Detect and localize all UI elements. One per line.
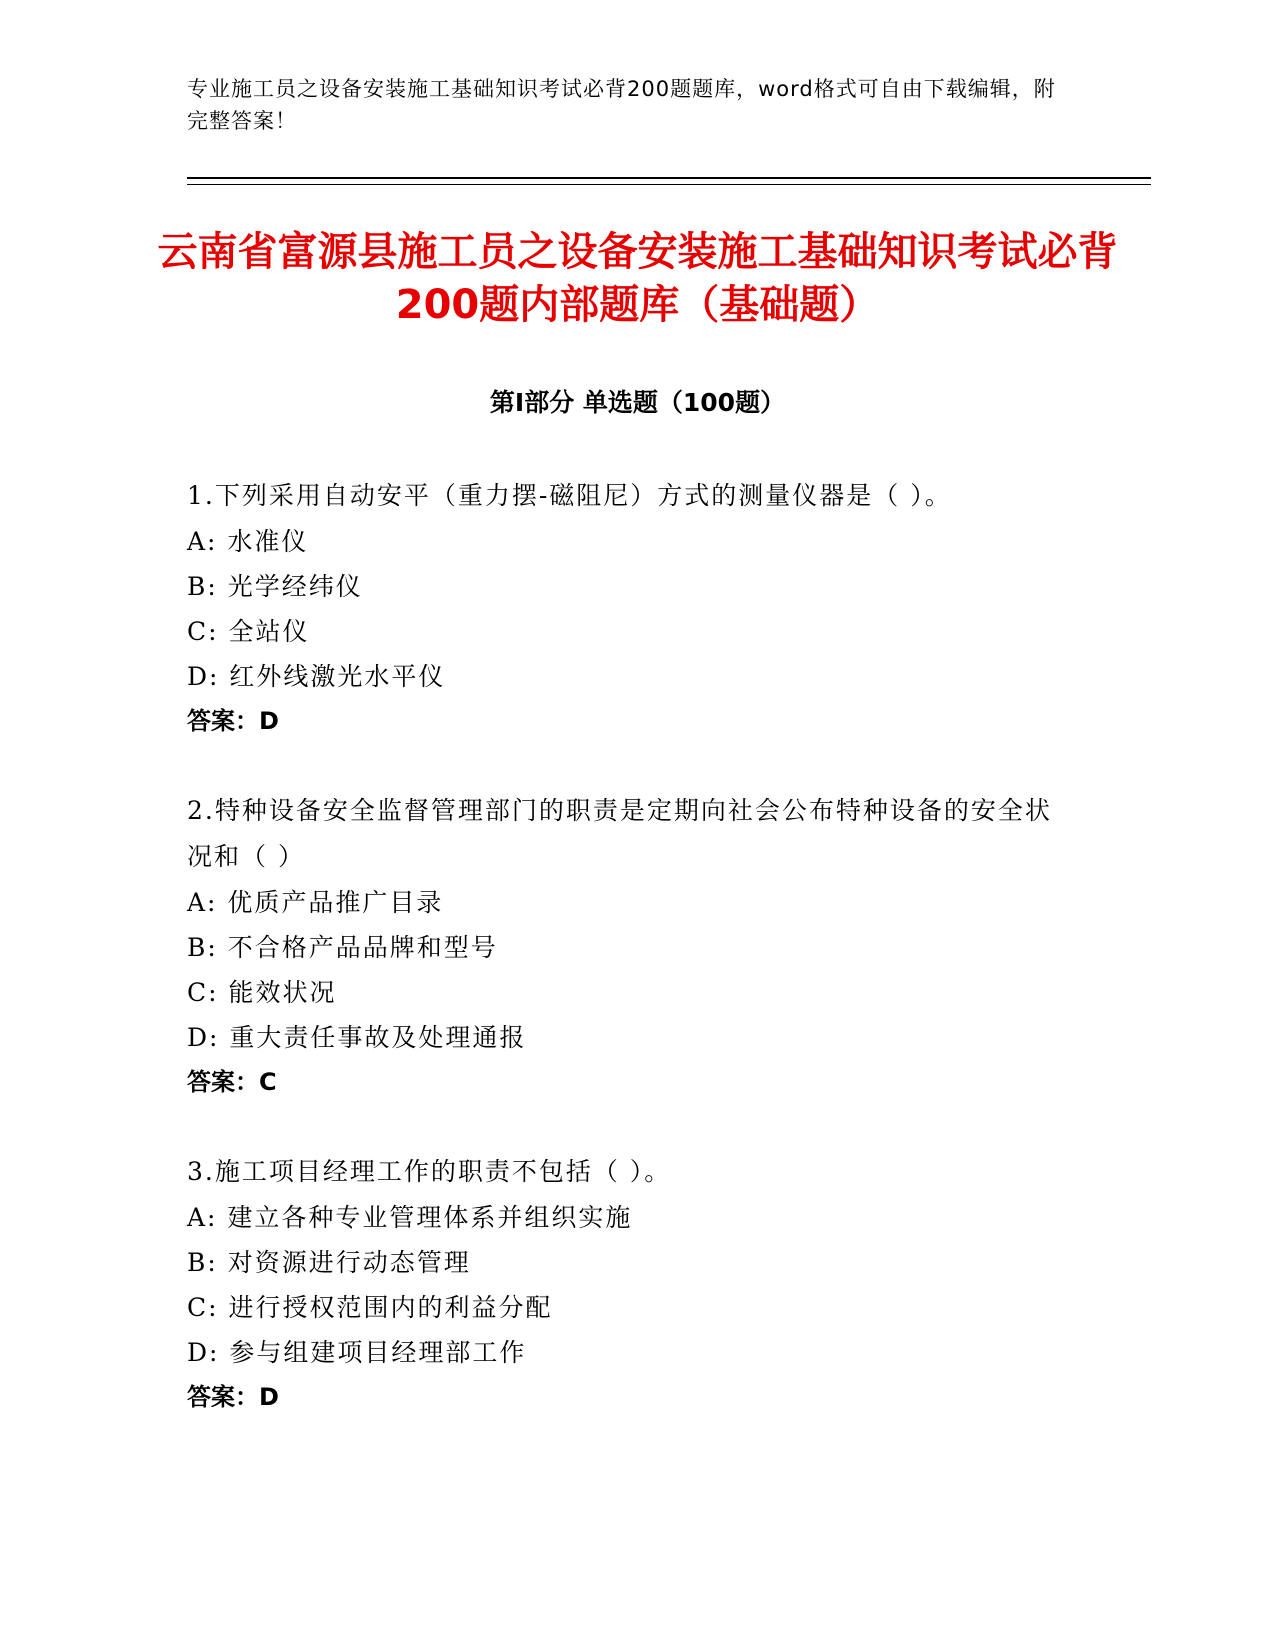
section-heading: 第Ⅰ部分 单选题（100题） bbox=[489, 388, 786, 417]
option-d: D: 重大责任事故及处理通报 bbox=[187, 1023, 527, 1052]
option-a: A: 建立各种专业管理体系并组织实施 bbox=[187, 1203, 633, 1232]
option-c: C: 能效状况 bbox=[187, 978, 337, 1007]
header-rule-thin bbox=[187, 184, 1151, 185]
option-c: C: 全站仪 bbox=[187, 617, 310, 646]
question-2 bbox=[187, 788, 1067, 1105]
option-d: D: 红外线激光水平仪 bbox=[187, 662, 446, 691]
question-3 bbox=[187, 1149, 1067, 1420]
option-a: A: 优质产品推广目录 bbox=[187, 888, 444, 917]
option-a: A: 水准仪 bbox=[187, 527, 309, 556]
document-title: 云南省富源县施工员之设备安装施工基础知识考试必背200题内部题库（基础题） bbox=[157, 229, 1118, 328]
option-c: C: 进行授权范围内的利益分配 bbox=[187, 1293, 553, 1322]
answer: 答案：D bbox=[187, 1383, 279, 1411]
answer: 答案：D bbox=[187, 707, 279, 735]
question-stem: 1.下列采用自动安平（重力摆-磁阻尼）方式的测量仪器是（ ）。 bbox=[187, 481, 952, 510]
question-stem: 2.特种设备安全监督管理部门的职责是定期向社会公布特种设备的安全状况和（ ） bbox=[187, 796, 1052, 871]
header-rule-thick bbox=[187, 177, 1151, 179]
option-b: B: 光学经纬仪 bbox=[187, 572, 363, 601]
option-d: D: 参与组建项目经理部工作 bbox=[187, 1338, 527, 1367]
question-stem: 3.施工项目经理工作的职责不包括（ ）。 bbox=[187, 1157, 672, 1186]
header-note: 专业施工员之设备安装施工基础知识考试必背200题题库，word格式可自由下载编辑，附完整答案！ bbox=[187, 77, 1056, 133]
question-list bbox=[187, 473, 1067, 1464]
option-b: B: 对资源进行动态管理 bbox=[187, 1248, 471, 1277]
answer: 答案：C bbox=[187, 1068, 277, 1096]
question-1 bbox=[187, 473, 1067, 744]
option-b: B: 不合格产品品牌和型号 bbox=[187, 933, 498, 962]
